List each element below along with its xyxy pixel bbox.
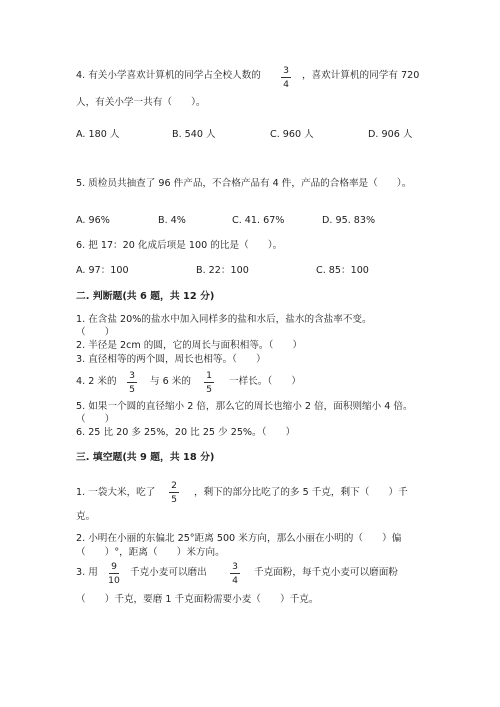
judge-q4-fraction-1 [126,371,138,394]
fill-q3-part3: 千克面粉，每千克小麦可以磨面粉 [254,567,398,578]
fill-q3-fraction-1 [108,562,120,585]
section2-title: 二. 判断题(共 6 题，共 12 分) [76,291,215,302]
q4-option-c[interactable]: C. 960 人 [270,129,314,140]
q4-fraction [280,66,292,89]
q4-text-part1: 4. 有关小学喜欢计算机的同学占全校人数的 [76,70,261,81]
fraction-bar [281,77,291,78]
fill-q2-line1: 2. 小明在小丽的东偏北 25°距离 500 米方向，那么小丽在小明的（ ）偏 [76,533,402,544]
q6-option-c[interactable]: C. 85：100 [316,265,369,276]
judge-q6: 6. 25 比 20 多 25%，20 比 25 少 25%。（ ） [76,427,296,438]
judge-q4-part1: 4. 2 米的 [76,376,117,387]
fraction-numerator: 3 [129,370,135,381]
fraction-bar [169,492,179,493]
judge-q1-line2[interactable]: （ ） [76,327,115,338]
fraction-denominator: 5 [129,384,135,396]
judge-q5: 5. 如果一个圆的直径缩小 2 倍，那么它的周长也缩小 2 倍，面积则缩小 4 倍。 [76,401,413,412]
fill-q1-line2: 克。 [76,511,96,522]
q5-text: 5. 质检员共抽查了 96 件产品，不合格产品有 4 件，产品的合格率是（ ）。 [76,178,412,189]
q5-option-d[interactable]: D. 95. 83% [322,215,376,226]
judge-q4-part3: 一样长。（ ） [229,376,301,387]
fraction-bar [127,382,137,383]
q4-text-part2: ，喜欢计算机的同学有 720 [302,70,420,81]
fraction-denominator: 10 [108,575,120,587]
judge-q2: 2. 半径是 2cm 的圆，它的周长与面积相等。（ ） [76,340,303,351]
fraction-bar [204,382,214,383]
q5-option-b[interactable]: B. 4% [158,215,186,226]
fraction-denominator: 5 [206,384,212,396]
fraction-denominator: 4 [232,575,238,587]
judge-q4-fraction-2 [203,371,215,394]
q6-option-a[interactable]: A. 97：100 [76,265,129,276]
q6-option-b[interactable]: B. 22：100 [196,265,249,276]
fraction-numerator: 1 [206,370,212,381]
fraction-bar [109,573,119,574]
fraction-denominator: 5 [171,494,177,506]
fraction-numerator: 2 [171,480,177,491]
fill-q2-line2: （ ）°，距离（ ）米方向。 [76,547,225,558]
q4-option-b[interactable]: B. 540 人 [172,129,216,140]
fraction-numerator: 3 [283,65,289,76]
fill-q3-part2: 千克小麦可以磨出 [130,567,207,578]
fill-q1-part2: ，剩下的部分比吃了的多 5 千克，剩下（ ）千 [194,487,408,498]
q4-option-a[interactable]: A. 180 人 [76,129,120,140]
q4-option-d[interactable]: D. 906 人 [368,129,413,140]
fraction-numerator: 9 [111,561,117,572]
judge-q4-part2: 与 6 米的 [150,376,191,387]
judge-q3: 3. 直径相等的两个圆，周长也相等。（ ） [76,354,266,365]
fill-q3-line2: （ ）千克，要磨 1 千克面粉需要小麦（ ）千克。 [76,594,319,605]
q5-option-a[interactable]: A. 96% [76,215,110,226]
fraction-denominator: 4 [283,79,289,91]
q6-text: 6. 把 17：20 化成后项是 100 的比是（ ）。 [76,240,283,251]
q5-option-c[interactable]: C. 41. 67% [232,215,285,226]
fill-q1-fraction [168,481,180,504]
judge-q5-line2[interactable]: （ ） [76,414,115,425]
fill-q1-part1: 1. 一袋大米，吃了 [76,487,156,498]
fraction-numerator: 3 [232,561,238,572]
judge-q1-line1: 1. 在含盐 20%的盐水中加入同样多的盐和水后，盐水的含盐率不变。 [76,314,372,325]
fill-q3-fraction-2 [229,562,241,585]
fraction-bar [230,573,240,574]
section3-title: 三. 填空题(共 9 题，共 18 分) [76,452,215,463]
q4-text-line2: 人，有关小学一共有（ ）。 [76,97,206,108]
fill-q3-part1: 3. 用 [76,567,98,578]
